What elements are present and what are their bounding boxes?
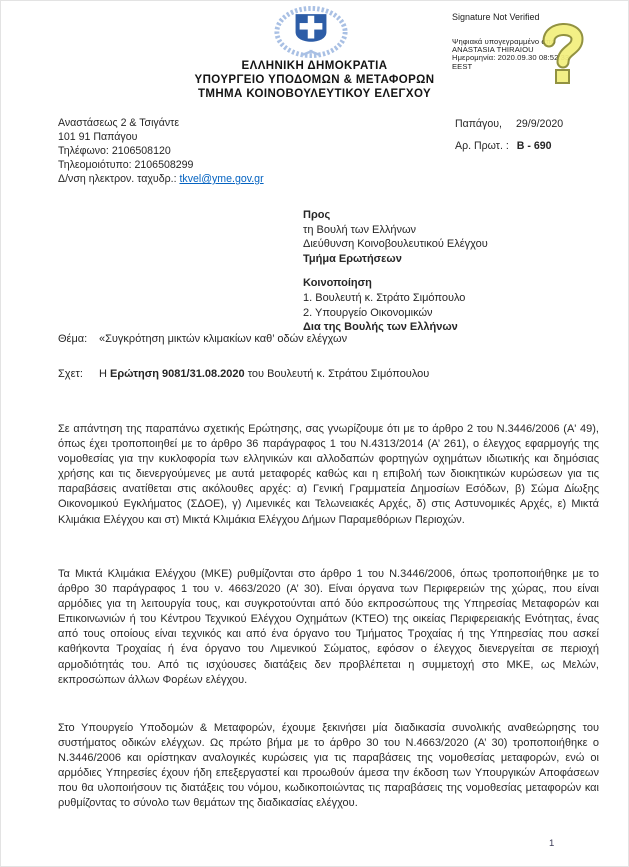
body-paragraph: Τα Μικτά Κλιμάκια Ελέγχου (ΜΚΕ) ρυθμίζονται στο άρθρο 1 του Ν.3446/2006, όπως τροποποιήθηκε με το άρθρο 30 παράγραφος 1 του ν. 4663/2020 (Α’ 30). Είναι όργανα των Περιφερειών της χώρας, που είναι αρμόδιες για τη λειτουργία τους, και συγκροτούνται από δύο εκπροσώπους της Υπηρεσίας Μεταφορών και Επικοινωνιών ή του Κέντρου Τεχνικού Ελέγχου Οχημάτων (ΚΤΕΟ) της οικείας Περιφερειακής Ενότητας, ένας από τους οποίους είναι τεχνικός και από ένα όργανο του Τμήματος Τροχαίας ή της Υπηρεσίας που ασκεί καθήκοντα Τροχαίας ή ένα όργανο του Λιμενικού Σώματος, εφόσον ο έλεγχος διενεργείται σε περιοχή αρμοδιότητάς του. Από τις ισχύουσες διατάξεις δεν προβλέπεται η συμμετοχή στο ΜΚΕ, ως Μελών, εκπροσώπων άλλων Φορέων ελέγχου.	[58, 568, 599, 686]
contact-phone: Τηλέφωνο: 2106508120	[58, 145, 171, 157]
to-line: Διεύθυνση Κοινοβουλευτικού Ελέγχου	[303, 238, 488, 251]
contact-email-row	[58, 172, 264, 186]
body-paragraph: Στο Υπουργείο Υποδομών & Μεταφορών, έχουμε ξεκινήσει μία διαδικασία συνολικής αναθεώρησης του συστήματος οδικών ελέγχων. Ως πρώτο βήμα με το άρθρο 30 του Ν.4663/2020 (Α’ 30) τροποποιήθηκε ο Ν.3446/2006 και ορίστηκαν αναλογικές κυρώσεις για τις παραβάσεις της νομοθεσίας μεταφορών, ενώ οι αρμόδιες Υπηρεσίες έχουν ήδη επεξεργαστεί και προωθούν άμεσα την έκδοση των Υπουργικών Αποφάσεων που θα υλοποιήσουν τις διατάξεις του νόμου, κωδικοποιώντας τις παραβάσεις της νομοθεσίας μεταφορών και ρυθμίζοντας το σύνολο των θεμάτων της διαδικασίας ελέγχου.	[58, 722, 599, 810]
cc-label: Κοινοποίηση	[303, 277, 372, 290]
protocol-row	[455, 140, 563, 152]
reference-label: Σχετ:	[58, 368, 83, 380]
recipients-block	[303, 208, 488, 335]
greek-coat-of-arms-icon	[269, 6, 353, 58]
document-date: 29/9/2020	[515, 118, 564, 130]
signature-status-text: Signature Not Verified	[452, 12, 540, 22]
signature-timezone: EEST	[452, 61, 473, 71]
signature-date: Ημερομηνία: 2020.09.30 08:52:33	[452, 53, 570, 63]
subject-label: Θέμα:	[58, 333, 88, 345]
letterhead-department: ΤΜΗΜΑ ΚΟΙΝΟΒΟΥΛΕΥΤΙΚΟΥ ΕΛΕΓΧΟΥ	[197, 88, 432, 100]
reference-prefix: Η	[99, 368, 110, 380]
place-label: Παπάγου,	[455, 118, 502, 130]
signature-signed-by: Ψηφιακά υπογεγραμμένο από	[452, 37, 556, 46]
subject-line	[58, 333, 603, 345]
signature-signer-name: ANASTASIA THIRAIOU	[452, 45, 534, 55]
contact-address-city: 101 91 Παπάγου	[58, 131, 138, 143]
contact-email-label: Δ/νση ηλεκτρον. ταχυδρ.:	[58, 173, 180, 185]
place-date-row	[455, 118, 563, 130]
contact-fax: Τηλεομοιότυπο: 2106508299	[58, 159, 194, 171]
contact-block	[58, 116, 264, 186]
letterhead-ministry: ΥΠΟΥΡΓΕΙΟ ΥΠΟΔΟΜΩΝ & ΜΕΤΑΦΟΡΩΝ	[194, 74, 435, 86]
letterhead-republic: ΕΛΛΗΝΙΚΗ ΔΗΜΟΚΡΑΤΙΑ	[241, 60, 388, 72]
subject-text: «Συγκρότηση μικτών κλιμακίων καθ’ οδών ελέγχων	[99, 333, 348, 345]
meta-block	[455, 118, 563, 162]
cc-line: 2. Υπουργείο Οικονομικών	[303, 306, 433, 319]
contact-address-street: Αναστάσεως 2 & Τσιγάντε	[58, 117, 180, 129]
to-label: Προς	[303, 209, 331, 221]
letterhead	[0, 59, 629, 101]
to-line: Τμήμα Ερωτήσεων	[303, 252, 402, 265]
reference-question-number: Ερώτηση 9081/31.08.2020	[110, 368, 245, 380]
cc-line: 1. Βουλευτή κ. Στράτο Σιμόπουλο	[303, 291, 466, 304]
body-paragraph: Σε απάντηση της παραπάνω σχετικής Ερώτησης, σας γνωρίζουμε ότι με το άρθρο 2 του Ν.3446/2006 (Α' 49), όπως έχει τροποποιηθεί με το άρθρο 36 παράγραφος 1 του Ν.4313/2014 (Α’ 261), ο έλεγχος εφαρμογής της νομοθεσίας για την κυκλοφορία των ελληνικών και αλλοδαπών φορτηγών οχημάτων ιδιωτικής και δημόσιας χρήσης και τις διενεργούμενες με αυτά μεταφορές καθώς και η επιβολή των διοικητικών κυρώσεων για τις παραβάσεις ανατίθεται στις ακόλουθες αρχές: α) Γενική Γραμματεία Δημοσίων Εσόδων, β) Σώμα Δίωξης Οικονομικού Εγκλήματος (ΣΔΟΕ), γ) Λιμενικές και Τελωνειακές Αρχές, δ) στις Αστυνομικές Αρχές, ε) Μικτά Κλιμάκια Ελέγχου και στ) Μικτά Κλιμάκια Ελέγχου Δήμων Παραμεθόριων Περιοχών.	[58, 423, 599, 526]
cc-line: Δια της Βουλής των Ελλήνων	[303, 321, 458, 334]
contact-email-link[interactable]: tkvel@yme.gov.gr	[179, 173, 264, 185]
page-number: 1	[549, 838, 555, 849]
reference-suffix: του Βουλευτή κ. Στράτου Σιμόπουλου	[244, 368, 430, 380]
protocol-number: Β - 690	[516, 140, 552, 152]
reference-line	[58, 368, 603, 380]
protocol-label: Αρ. Πρωτ. :	[455, 140, 509, 152]
to-line: τη Βουλή των Ελλήνων	[303, 223, 417, 236]
